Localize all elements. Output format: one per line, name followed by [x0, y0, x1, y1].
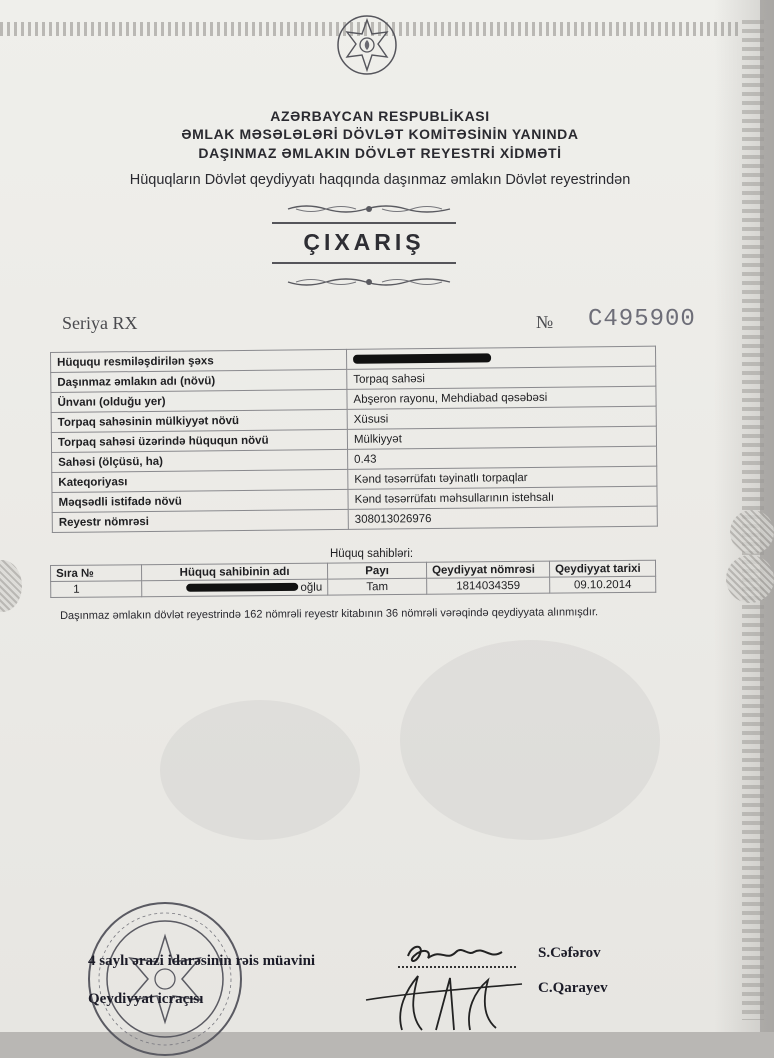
- owner-name-suffix: oğlu: [300, 581, 323, 594]
- col-header: Sıra №: [51, 565, 142, 582]
- detail-label: Torpaq sahəsi üzərində hüququn növü: [51, 429, 347, 452]
- document-subtitle: Hüquqların Dövlət qeydiyyatı haqqında daşınmaz əmlakın Dövlət reyestrindən: [129, 172, 631, 188]
- owner-reg-date: 09.10.2014: [550, 576, 656, 593]
- detail-value: 0.43: [348, 446, 657, 469]
- signatory-name-2: C.Qarayev: [538, 980, 608, 996]
- col-header: Qeydiyyat tarixi: [549, 560, 655, 577]
- state-emblem-icon: [336, 14, 398, 76]
- detail-value: Torpaq sahəsi: [347, 366, 656, 389]
- detail-label: Torpaq sahəsinin mülkiyyət növü: [51, 409, 347, 432]
- title-ornament-top: [286, 203, 452, 215]
- lace-ornament: [726, 555, 774, 603]
- detail-label: Ünvanı (olduğu yer): [51, 389, 347, 412]
- detail-label: Daşınmaz əmlakın adı (növü): [51, 369, 347, 392]
- official-seal-icon: [86, 900, 244, 1058]
- detail-label: Hüququ resmiləşdirilən şəxs: [51, 349, 347, 372]
- paper-stain: [160, 700, 360, 840]
- owner-share: Tam: [328, 578, 427, 595]
- paper-stain: [400, 640, 660, 840]
- detail-label: Kateqoriyası: [52, 469, 348, 492]
- title-rule-bottom: [272, 262, 456, 264]
- col-header: Qeydiyyat nömrəsi: [426, 561, 549, 578]
- header-service: DAŞINMAZ ƏMLAKIN DÖVLƏT REYESTRİ XİDMƏTİ: [198, 145, 562, 161]
- detail-label: Məqsədli istifadə növü: [52, 489, 348, 512]
- handwritten-signature-2: [362, 970, 530, 1032]
- detail-value: Kənd təsərrüfatı təyinatlı torpaqlar: [348, 466, 657, 489]
- col-header: Hüquq sahibinin adı: [142, 563, 328, 581]
- owners-caption: Hüquq sahibləri:: [330, 548, 414, 560]
- detail-label: Sahəsi (ölçüsü, ha): [52, 449, 348, 472]
- owners-table: [50, 560, 656, 598]
- detail-label: Reyestr nömrəsi: [52, 509, 348, 532]
- col-header: Payı: [327, 562, 426, 579]
- redaction-bar: [353, 353, 491, 363]
- detail-value: Xüsusi: [347, 406, 656, 429]
- owner-name: [142, 579, 328, 597]
- registry-note: Daşınmaz əmlakın dövlət reyestrində 162 nömrəli reyestr kitabının 36 nömrəli vərəqində qeydiyyata alınmışdır.: [60, 606, 599, 622]
- signatory-name-1: S.Cəfərov: [538, 945, 601, 961]
- header-country: AZƏRBAYCAN RESPUBLİKASI: [270, 108, 490, 124]
- owner-reg-no: 1814034359: [427, 577, 550, 594]
- detail-value: 308013026976: [348, 506, 657, 529]
- signature-line-2-label: Qeydiyyat icraçısı: [88, 991, 204, 1007]
- document-title: ÇIXARIŞ: [303, 229, 425, 255]
- number-sign: №: [536, 312, 554, 332]
- property-details-table: [50, 346, 658, 533]
- detail-value: Kənd təsərrüfatı məhsullarının istehsalı: [348, 486, 657, 509]
- detail-value: Mülkiyyət: [347, 426, 656, 449]
- lace-ornament: [730, 510, 774, 554]
- redaction-bar: [186, 583, 298, 592]
- title-rule-top: [272, 222, 456, 224]
- header-committee: ƏMLAK MƏSƏLƏLƏRİ DÖVLƏT KOMİTƏSİNİN YANINDA: [181, 126, 579, 142]
- document-series: Seriya RX: [62, 313, 138, 333]
- detail-value: Abşeron rayonu, Mehdiabad qəsəbəsi: [347, 386, 656, 409]
- handwritten-signature-1: [402, 938, 512, 972]
- owner-no: 1: [51, 581, 142, 598]
- title-ornament-bottom: [286, 276, 452, 288]
- document-number: C495900: [588, 306, 696, 333]
- signature-line-1-label: 4 saylı ərazi idarəsinin rəis müavini: [88, 953, 316, 969]
